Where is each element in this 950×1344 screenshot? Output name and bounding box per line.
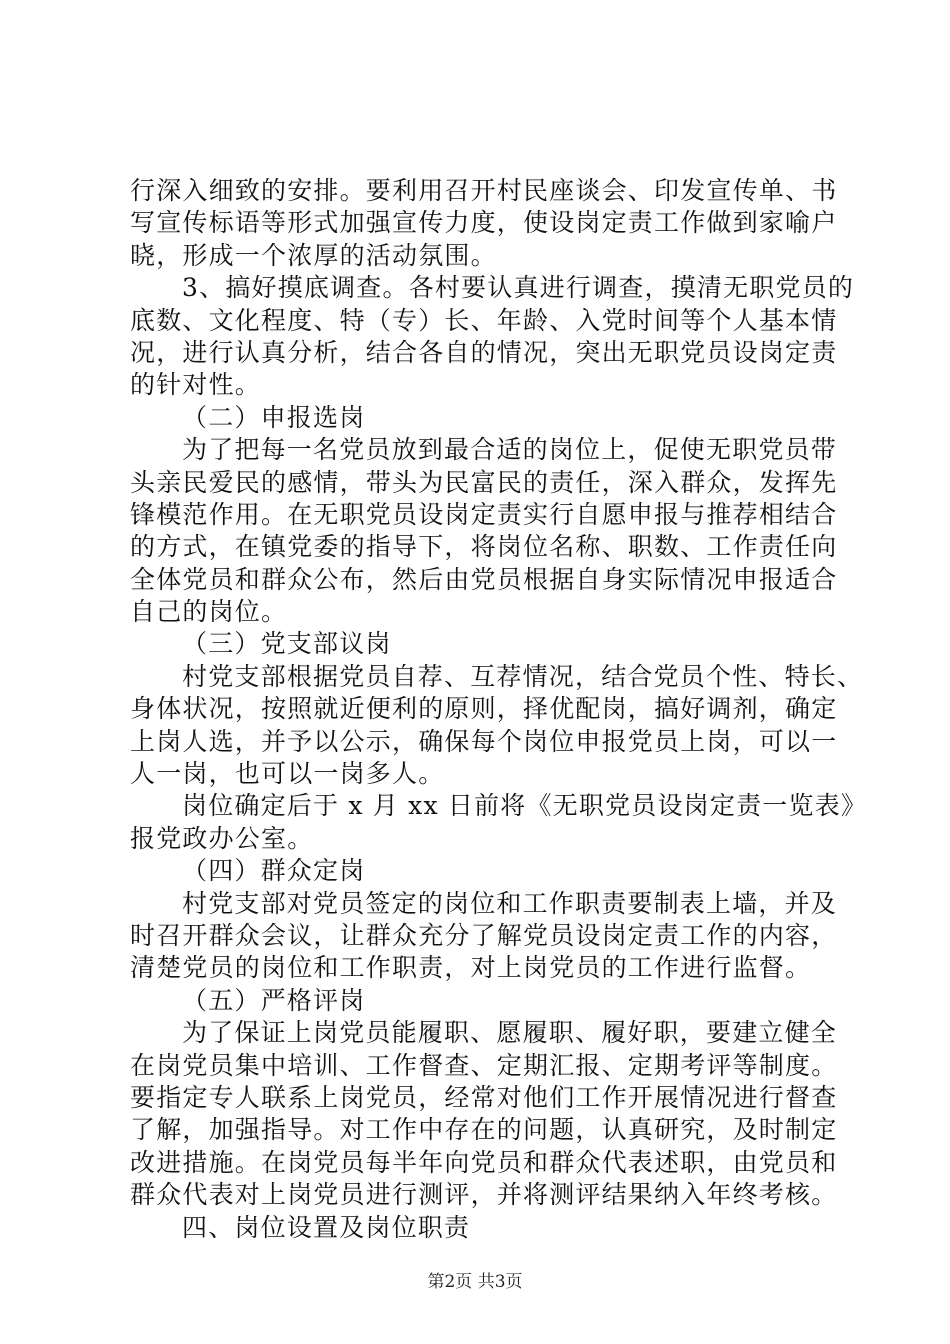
text-line: （三）党支部议岗 [182, 629, 392, 659]
text-line: 村党支部根据党员自荐、互荐情况，结合党员个性、特长、 [182, 661, 864, 691]
text-line: 为了把每一名党员放到最合适的岗位上，促使无职党员带 [182, 435, 838, 465]
text-line: 四、岗位设置及岗位职责 [182, 1212, 471, 1242]
text-line: 的针对性。 [130, 370, 262, 400]
text-line: 在岗党员集中培训、工作督查、定期汇报、定期考评等制度。 [130, 1050, 838, 1080]
text-line: 的方式，在镇党委的指导下，将岗位名称、职数、工作责任向 [130, 532, 838, 562]
text-line: 头亲民爱民的感情，带头为民富民的责任，深入群众，发挥先 [130, 467, 838, 497]
text-line: 群众代表对上岗党员进行测评，并将测评结果纳入年终考核。 [130, 1180, 838, 1210]
text-line: 为了保证上岗党员能履职、愿履职、履好职，要建立健全 [182, 1018, 838, 1048]
text-line: 了解，加强指导。对工作中存在的问题，认真研究，及时制定 [130, 1115, 838, 1145]
text-line: 要指定专人联系上岗党员，经常对他们工作开展情况进行督查 [130, 1082, 838, 1112]
text-line: 锋模范作用。在无职党员设岗定责实行自愿申报与推荐相结合 [130, 499, 838, 529]
text-line: 全体党员和群众公布，然后由党员根据自身实际情况申报适合 [130, 564, 838, 594]
text-line: 上岗人选，并予以公示，确保每个岗位申报党员上岗，可以一 [130, 726, 838, 756]
text-line: 岗位确定后于 x 月 xx 日前将《无职党员设岗定责一览表》 [182, 791, 868, 821]
page-number-footer: 第2页 共3页 [427, 1272, 523, 1292]
text-line: 清楚党员的岗位和工作职责，对上岗党员的工作进行监督。 [130, 953, 812, 983]
text-line: 人一岗，也可以一岗多人。 [130, 759, 445, 789]
text-line: 时召开群众会议，让群众充分了解党员设岗定责工作的内容， [130, 920, 838, 950]
text-line: 写宣传标语等形式加强宣传力度，使设岗定责工作做到家喻户 [130, 208, 838, 238]
text-line: 行深入细致的安排。要利用召开村民座谈会、印发宣传单、书 [130, 176, 838, 205]
text-line: （四）群众定岗 [182, 856, 366, 886]
text-line: 身体状况，按照就近便利的原则，择优配岗，搞好调剂，确定 [130, 694, 838, 724]
text-line: （五）严格评岗 [182, 985, 366, 1015]
text-line: 3、搞好摸底调查。各村要认真进行调查，摸清无职党员的 [182, 273, 855, 303]
text-line: （二）申报选岗 [182, 402, 366, 432]
text-line: 报党政办公室。 [130, 823, 314, 853]
text-line: 改进措施。在岗党员每半年向党员和群众代表述职，由党员和 [130, 1147, 838, 1177]
document-body [130, 175, 868, 1244]
text-line: 况，进行认真分析，结合各自的情况，突出无职党员设岗定责 [130, 337, 838, 367]
text-line: 晓，形成一个浓厚的活动氛围。 [130, 240, 497, 270]
text-line: 自己的岗位。 [130, 597, 288, 627]
text-line: 底数、文化程度、特（专）长、年龄、入党时间等个人基本情 [130, 305, 838, 335]
text-line: 村党支部对党员签定的岗位和工作职责要制表上墙，并及 [182, 888, 838, 918]
